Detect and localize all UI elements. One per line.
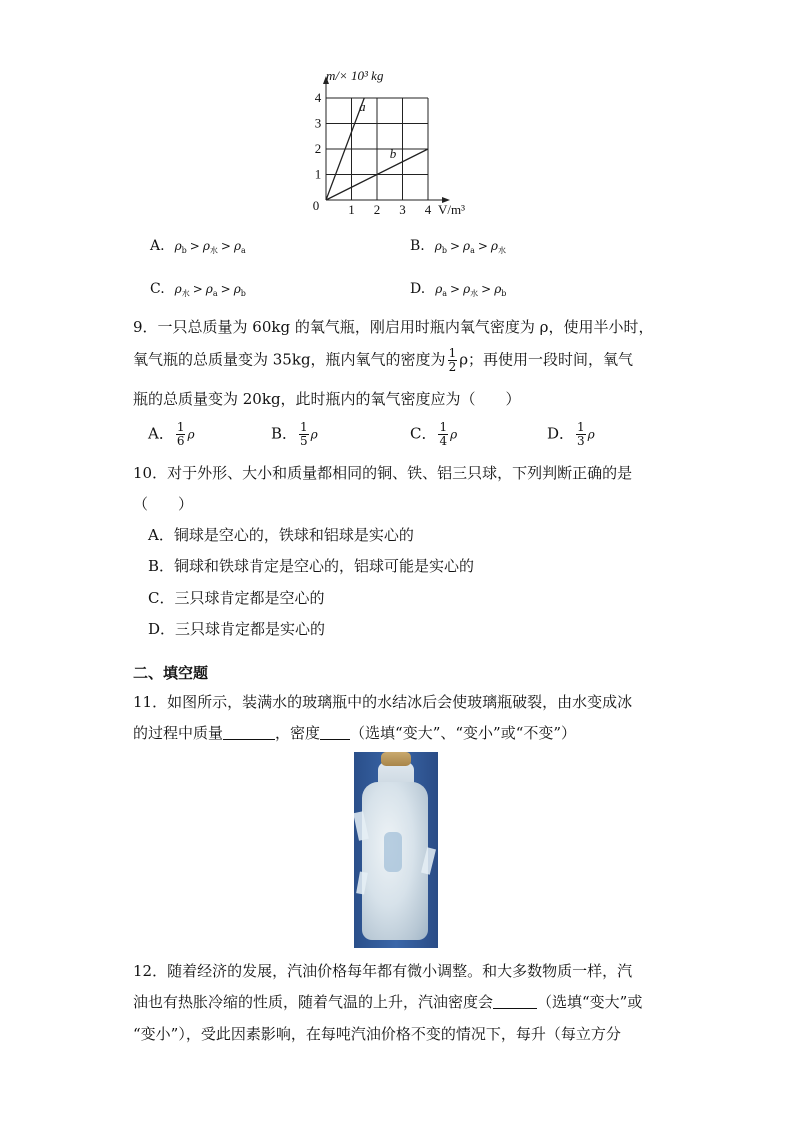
y-tick-label: 2	[314, 141, 322, 156]
rho-symbol: ρ	[434, 239, 442, 253]
q10-option-d[interactable]: D．三只球肯定都是实心的	[148, 620, 326, 638]
fraction-numerator: 1	[439, 420, 448, 434]
rho-subscript: a	[442, 289, 448, 298]
rho-symbol: ρ	[233, 239, 241, 253]
option-letter: C．	[410, 424, 437, 443]
option-fraction	[176, 421, 186, 448]
option-letter: C.	[150, 281, 165, 297]
rho-symbol: ρ	[174, 239, 182, 253]
x-tick-label: 2	[373, 202, 381, 217]
q9-line-2-before: 氧气瓶的总质量变为 35kg，瓶内氧气的密度为	[133, 350, 446, 369]
q11-line-2	[133, 722, 576, 743]
graph-axes	[323, 76, 450, 203]
y-tick-label: 4	[314, 90, 322, 105]
option-letter: B．	[271, 424, 298, 443]
rho-subscript: 水	[470, 289, 479, 298]
rho-symbol: ρ	[450, 427, 458, 442]
fraction-denominator: 5	[300, 434, 308, 448]
option-fraction	[576, 421, 586, 448]
rho-subscript: 水	[497, 246, 506, 255]
rho-subscript: b	[501, 289, 507, 298]
fraction-denominator: 2	[448, 360, 457, 374]
greater-than-sign: >	[189, 239, 200, 253]
q11-text-density: ，密度	[275, 724, 321, 742]
fraction-numerator: 1	[300, 420, 308, 434]
fraction-denominator: 3	[577, 434, 585, 448]
q10-option-b[interactable]: B．铜球和铁球肯定是空心的，铝球可能是实心的	[148, 557, 475, 575]
fraction-numerator: 1	[577, 420, 585, 434]
option-letter: D．	[547, 424, 575, 443]
option-letter: D.	[410, 281, 426, 297]
q10-line-2: （ ）	[133, 495, 194, 513]
y-tick-label: 1	[314, 166, 322, 182]
q9-line-2-after: ρ；再使用一段时间，氧气	[459, 350, 634, 369]
section-title: 二、填空题	[133, 664, 209, 682]
fraction-numerator: 1	[448, 346, 457, 360]
rho-symbol: ρ	[587, 427, 595, 442]
rho-symbol: ρ	[494, 282, 502, 296]
q9-line-3: 瓶的总质量变为 20kg，此时瓶内的氧气密度应为（ ）	[133, 390, 521, 408]
rho-symbol: ρ	[205, 282, 213, 296]
q9-option-c[interactable]	[410, 421, 457, 448]
option-fraction	[299, 421, 309, 448]
rho-symbol: ρ	[463, 239, 471, 253]
x-tick-label: 4	[424, 202, 432, 217]
y-tick-label: 3	[314, 115, 322, 131]
q10-option-c[interactable]: C．三只球肯定都是空心的	[148, 589, 325, 607]
rho-symbol: ρ	[187, 427, 195, 442]
greater-than-sign: >	[220, 282, 231, 296]
fraction-denominator: 4	[439, 434, 448, 448]
option-letter: B.	[410, 238, 425, 254]
q8-option-c[interactable]	[150, 281, 246, 299]
x-tick-label: 3	[399, 202, 406, 217]
q10-option-a[interactable]: A．铜球是空心的，铁球和铝球是实心的	[148, 526, 414, 544]
option-letter: A．	[148, 424, 174, 443]
q11-line-1: 11．如图所示，装满水的玻璃瓶中的水结冰后会使玻璃瓶破裂，由水变成冰	[133, 693, 633, 711]
x-axis-label: V/m³	[438, 202, 466, 217]
rho-symbol: ρ	[435, 282, 443, 296]
rho-subscript: 水	[209, 246, 218, 255]
rho-symbol: ρ	[490, 239, 498, 253]
q11-text-hint: （选填“变大”、“变小”或“不变”）	[350, 724, 577, 742]
q11-text-mass: 的过程中质量	[133, 724, 224, 742]
q9-half-fraction	[448, 347, 458, 374]
q8-option-b[interactable]	[410, 238, 506, 256]
option-letter: A.	[150, 238, 165, 254]
rho-subscript: b	[181, 246, 187, 255]
option-fraction	[438, 421, 448, 448]
q12-line-3: “变小”），受此因素影响，在每吨汽油价格不变的情况下，每升（每立方分	[133, 1025, 621, 1043]
rho-subscript: b	[441, 246, 447, 255]
fraction-numerator: 1	[176, 420, 185, 434]
greater-than-sign: >	[481, 282, 492, 296]
rho-subscript: b	[240, 289, 246, 298]
q9-line-2	[133, 347, 633, 374]
y-axis-label: m/× 10³ kg	[326, 68, 384, 83]
fraction-denominator: 6	[176, 434, 185, 448]
x-tick-label: 1	[348, 202, 355, 217]
graph-grid	[326, 98, 428, 200]
rho-subscript: a	[470, 246, 475, 255]
q9-option-b[interactable]	[271, 421, 318, 448]
greater-than-sign: >	[477, 239, 488, 253]
q12-line-1: 12．随着经济的发展，汽油价格每年都有微小调整。和大多数物质一样，汽	[133, 962, 633, 980]
bottle-cap	[381, 752, 411, 766]
q9-option-d[interactable]	[547, 421, 595, 448]
rho-subscript: 水	[181, 289, 190, 298]
q11-blank-density[interactable]	[320, 725, 350, 740]
q12-blank-density[interactable]	[493, 994, 537, 1009]
q8-option-d[interactable]	[410, 281, 506, 299]
rho-symbol: ρ	[310, 427, 318, 442]
rho-symbol: ρ	[233, 282, 241, 296]
origin-label: 0	[312, 198, 320, 213]
graph-svg	[300, 62, 500, 222]
q9-line-1: 9．一只总质量为 60kg 的氧气瓶，刚启用时瓶内氧气密度为 ρ，使用半小时，	[133, 318, 654, 336]
rho-subscript: a	[241, 246, 246, 255]
greater-than-sign: >	[450, 282, 461, 296]
rho-symbol: ρ	[463, 282, 471, 296]
q12-line-2	[133, 991, 642, 1012]
rho-symbol: ρ	[202, 239, 210, 253]
greater-than-sign: >	[192, 282, 203, 296]
q9-option-a[interactable]	[148, 421, 195, 448]
q10-line-1: 10．对于外形、大小和质量都相同的铜、铁、铝三只球，下列判断正确的是	[133, 464, 633, 482]
q12-text-hint: （选填“变大”或	[537, 993, 643, 1011]
frozen-bottle-photo	[354, 752, 438, 948]
q11-blank-mass[interactable]	[223, 725, 275, 740]
greater-than-sign: >	[449, 239, 460, 253]
ice-core	[384, 832, 402, 872]
q8-option-a[interactable]	[150, 238, 246, 256]
mass-volume-graph	[300, 62, 500, 222]
greater-than-sign: >	[220, 239, 231, 253]
q12-text: 油也有热胀冷缩的性质，随着气温的上升，汽油密度会	[133, 993, 494, 1011]
line-a-label: a	[359, 98, 366, 114]
rho-symbol: ρ	[174, 282, 182, 296]
line-b-label: b	[389, 145, 397, 161]
rho-subscript: a	[212, 289, 218, 298]
